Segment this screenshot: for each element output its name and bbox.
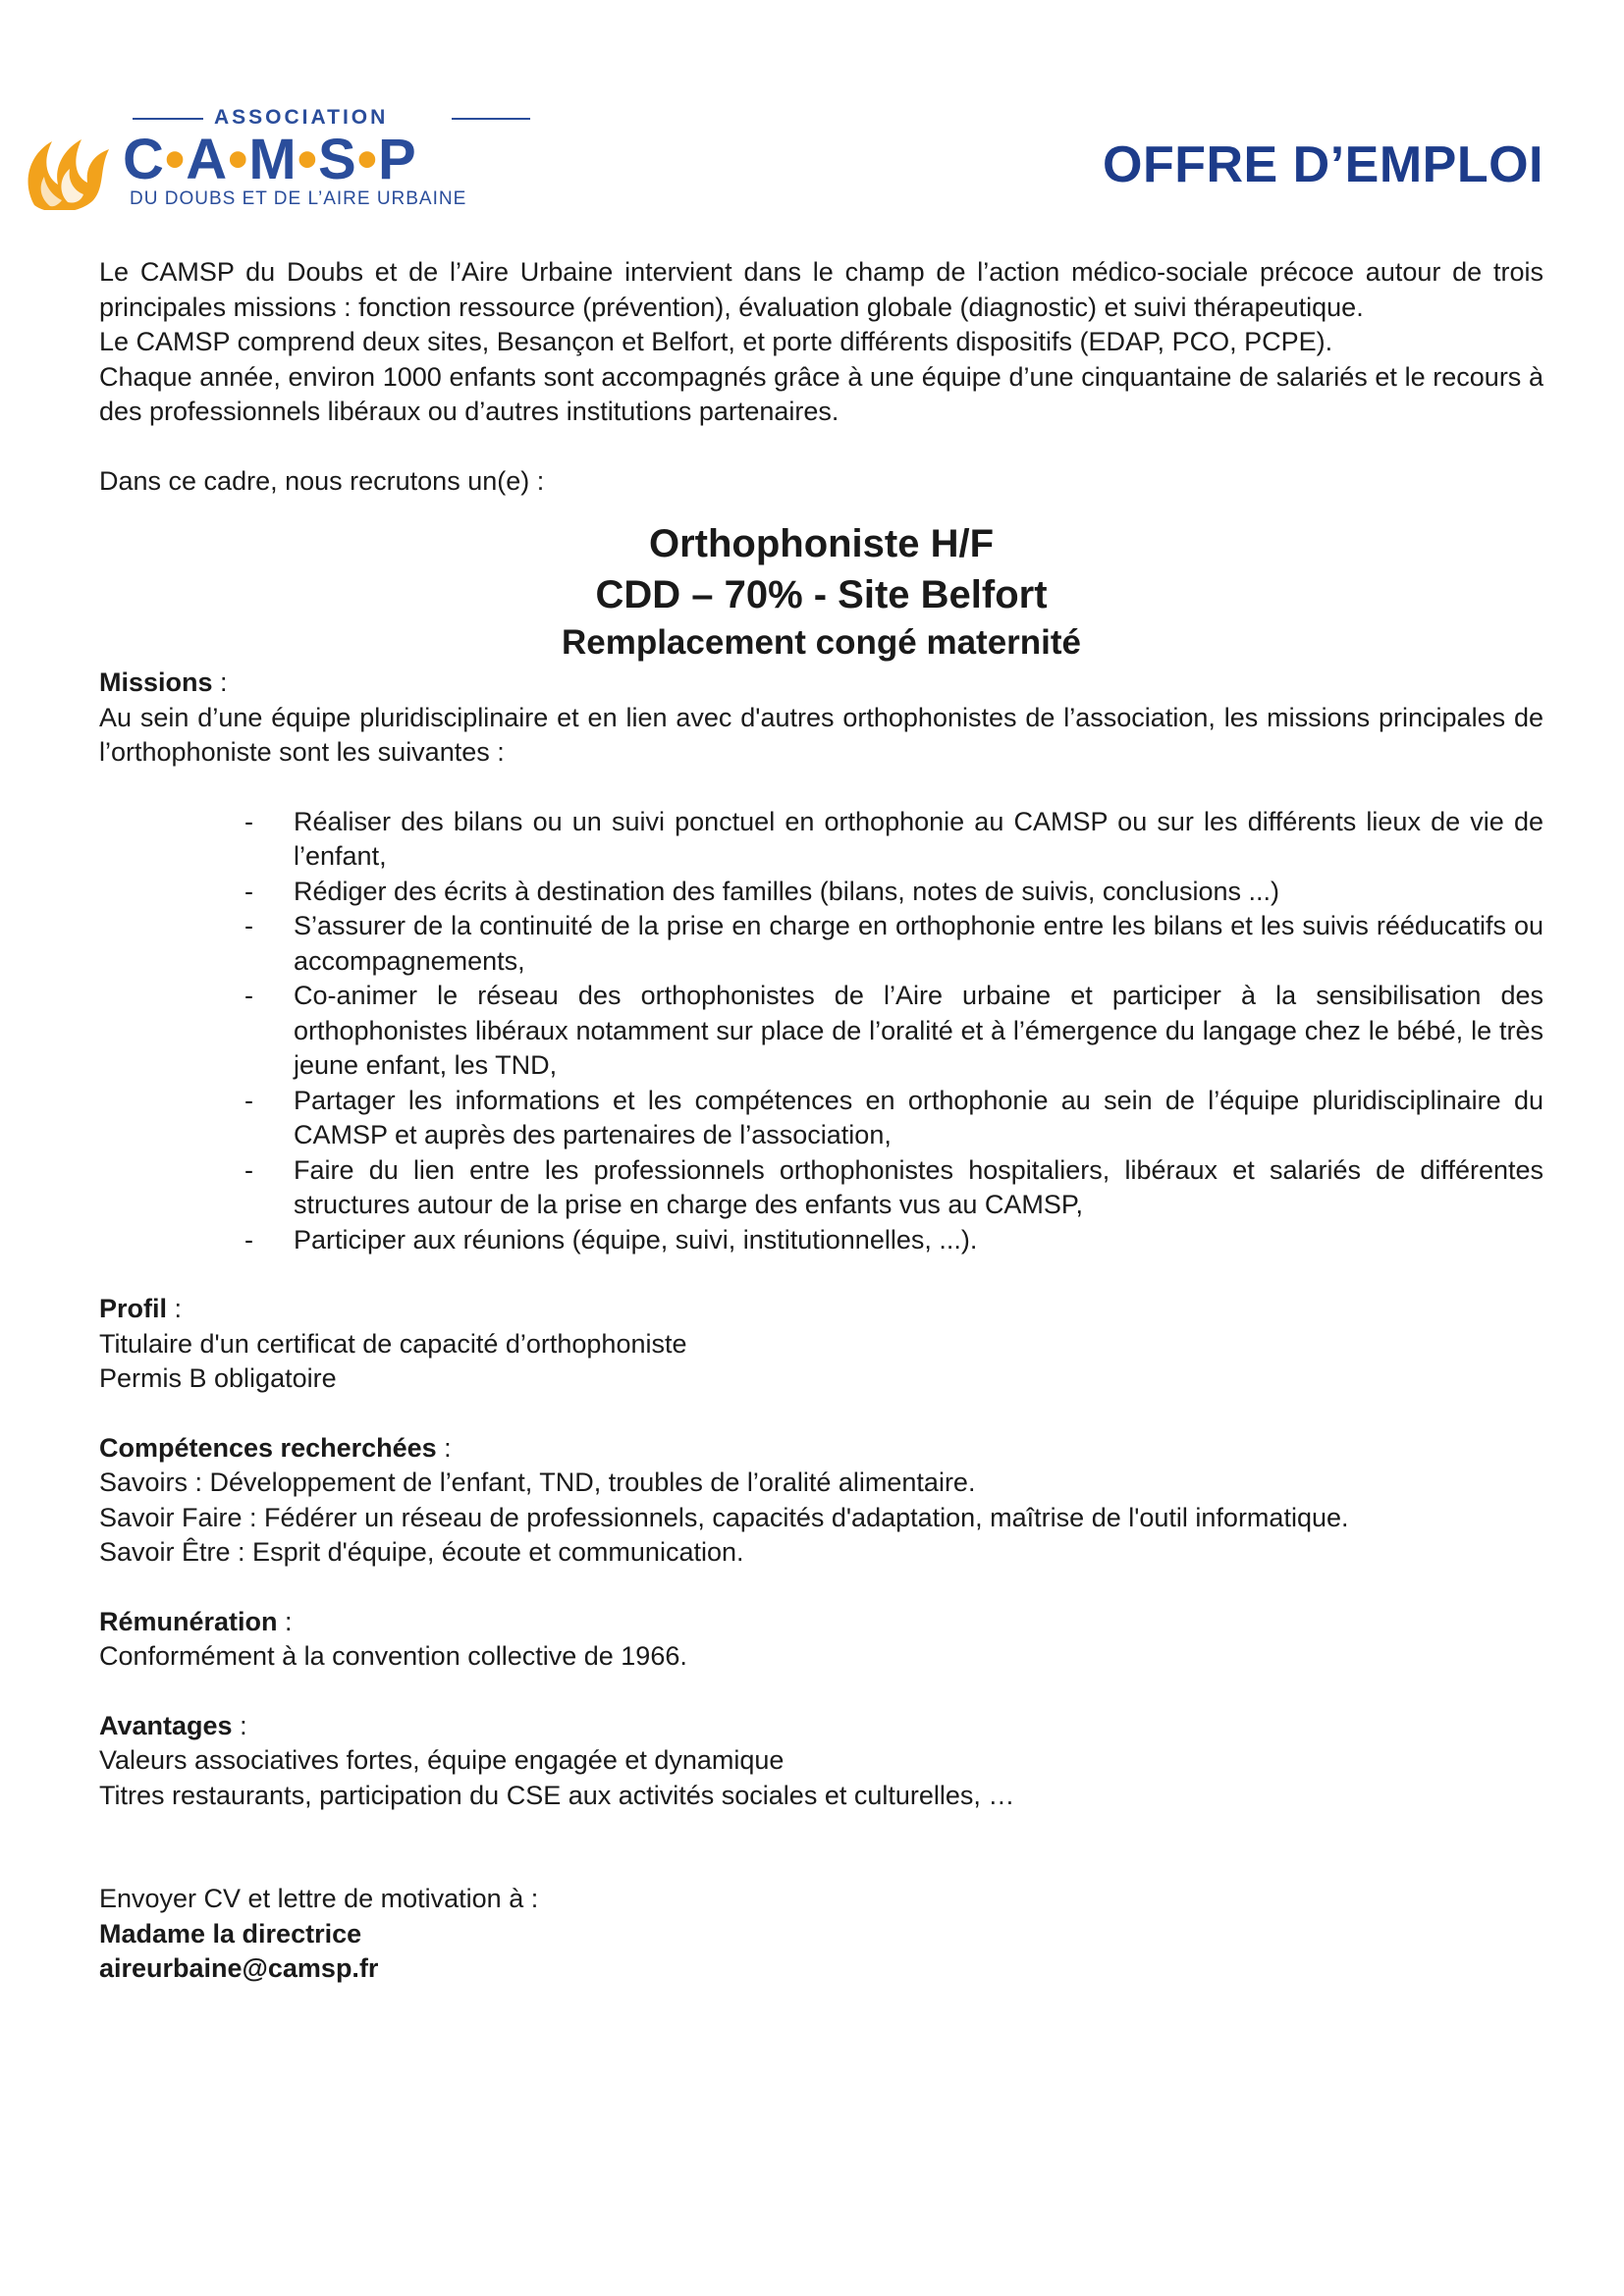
missions-intro: Au sein d’une équipe pluridisciplinaire et en lien avec d'autres orthophonistes de l’association, les missions principales de l’orthophoniste sont les suivantes : bbox=[99, 702, 1543, 767]
logo-rule-left bbox=[133, 118, 203, 120]
camsp-logo bbox=[25, 106, 555, 214]
logo-letter: S bbox=[318, 128, 357, 191]
remuneration-heading: Rémunération : bbox=[99, 1606, 293, 1636]
mission-item: - Participer aux réunions (équipe, suivi, institutionnelles, ...). bbox=[294, 1223, 1543, 1258]
logo-dot: • bbox=[356, 128, 379, 191]
mission-item: - Co-animer le réseau des orthophonistes de l’Aire urbaine et participer à la sensibilisation des orthophonistes libéraux notamment sur place de l’oralité et à l’émergence du langage chez le bébé, le très jeune enfant, les TND, bbox=[294, 979, 1543, 1084]
intro-paragraph: Le CAMSP du Doubs et de l’Aire Urbaine intervient dans le champ de l’action médico-sociale précoce autour de trois principales missions : fonction ressource (prévention), évaluation globale (diagnostic) et suivi thérapeutique. bbox=[99, 257, 1543, 322]
remuneration-line: Conformément à la convention collective de 1966. bbox=[99, 1641, 687, 1671]
profil-line: Titulaire d'un certificat de capacité d’orthophoniste bbox=[99, 1328, 687, 1359]
contact-line: Envoyer CV et lettre de motivation à : bbox=[99, 1884, 539, 1913]
missions-heading: Missions : bbox=[99, 667, 228, 697]
logo-rule-right bbox=[452, 118, 530, 120]
avantages-heading: Avantages : bbox=[99, 1710, 247, 1740]
competences-heading: Compétences recherchées : bbox=[99, 1432, 452, 1463]
mission-item: - S’assurer de la continuité de la prise en charge en orthophonie entre les bilans et les suivis rééducatifs ou accompagnements, bbox=[294, 909, 1543, 979]
logo-letter: P bbox=[378, 128, 417, 191]
position-title: Orthophoniste H/F bbox=[648, 522, 995, 565]
profil-line: Permis B obligatoire bbox=[99, 1363, 337, 1393]
contact-recipient: Madame la directrice bbox=[99, 1918, 362, 1949]
position-title-block bbox=[99, 518, 1543, 666]
logo-letter: A bbox=[186, 128, 229, 191]
logo-dot: • bbox=[164, 128, 187, 191]
position-reason: Remplacement congé maternité bbox=[561, 623, 1082, 662]
avantage-line: Valeurs associatives fortes, équipe engagée et dynamique bbox=[99, 1745, 785, 1775]
logo-association-text: ASSOCIATION bbox=[214, 106, 389, 129]
position-contract: CDD – 70% - Site Belfort bbox=[595, 573, 1048, 616]
competence-line: Savoir Être : Esprit d'équipe, écoute et communication. bbox=[99, 1537, 744, 1567]
competence-line: Savoir Faire : Fédérer un réseau de professionnels, capacités d'adaptation, maîtrise de l'outil informatique. bbox=[99, 1502, 1349, 1532]
logo-camsp-wordmark bbox=[123, 128, 417, 191]
logo-dot: • bbox=[297, 128, 319, 191]
logo-subtitle: DU DOUBS ET DE L’AIRE URBAINE bbox=[130, 188, 467, 209]
document-type-heading: OFFRE D’EMPLOI bbox=[1103, 136, 1543, 193]
mission-item: - Réaliser des bilans ou un suivi ponctuel en orthophonie au CAMSP ou sur les différents lieux de vie de l’enfant, bbox=[294, 805, 1543, 875]
logo-dot: • bbox=[228, 128, 249, 191]
avantage-line: Titres restaurants, participation du CSE aux activités sociales et culturelles, … bbox=[99, 1780, 1015, 1810]
profil-heading: Profil : bbox=[99, 1294, 183, 1323]
logo-letter: C bbox=[123, 128, 165, 191]
missions-list bbox=[99, 805, 1543, 1258]
intro-paragraph: Chaque année, environ 1000 enfants sont accompagnés grâce à une équipe d’une cinquantaine de salariés et le recours à des professionnels libéraux ou d’autres institutions partenaires. bbox=[99, 361, 1543, 426]
recruit-line: Dans ce cadre, nous recrutons un(e) : bbox=[99, 465, 545, 496]
mission-item: - Rédiger des écrits à destination des familles (bilans, notes de suivis, conclusions ...) bbox=[294, 875, 1543, 910]
competence-line: Savoirs : Développement de l’enfant, TND, troubles de l’oralité alimentaire. bbox=[99, 1468, 976, 1497]
logo-letter: M bbox=[248, 128, 298, 191]
mission-item: - Faire du lien entre les professionnels orthophonistes hospitaliers, libéraux et salariés de différentes structures autour de la prise en charge des enfants vus au CAMSP, bbox=[294, 1153, 1543, 1223]
flame-hands-icon bbox=[25, 112, 115, 210]
mission-item: - Partager les informations et les compétences en orthophonie au sein de l’équipe pluridisciplinaire du CAMSP et auprès des partenaires de l’association, bbox=[294, 1084, 1543, 1153]
intro-paragraph: Le CAMSP comprend deux sites, Besançon et Belfort, et porte différents dispositifs (EDAP, PCO, PCPE). bbox=[99, 327, 1333, 356]
document-body bbox=[99, 255, 1543, 1987]
contact-email-link[interactable]: aireurbaine@camsp.fr bbox=[99, 1953, 379, 1983]
